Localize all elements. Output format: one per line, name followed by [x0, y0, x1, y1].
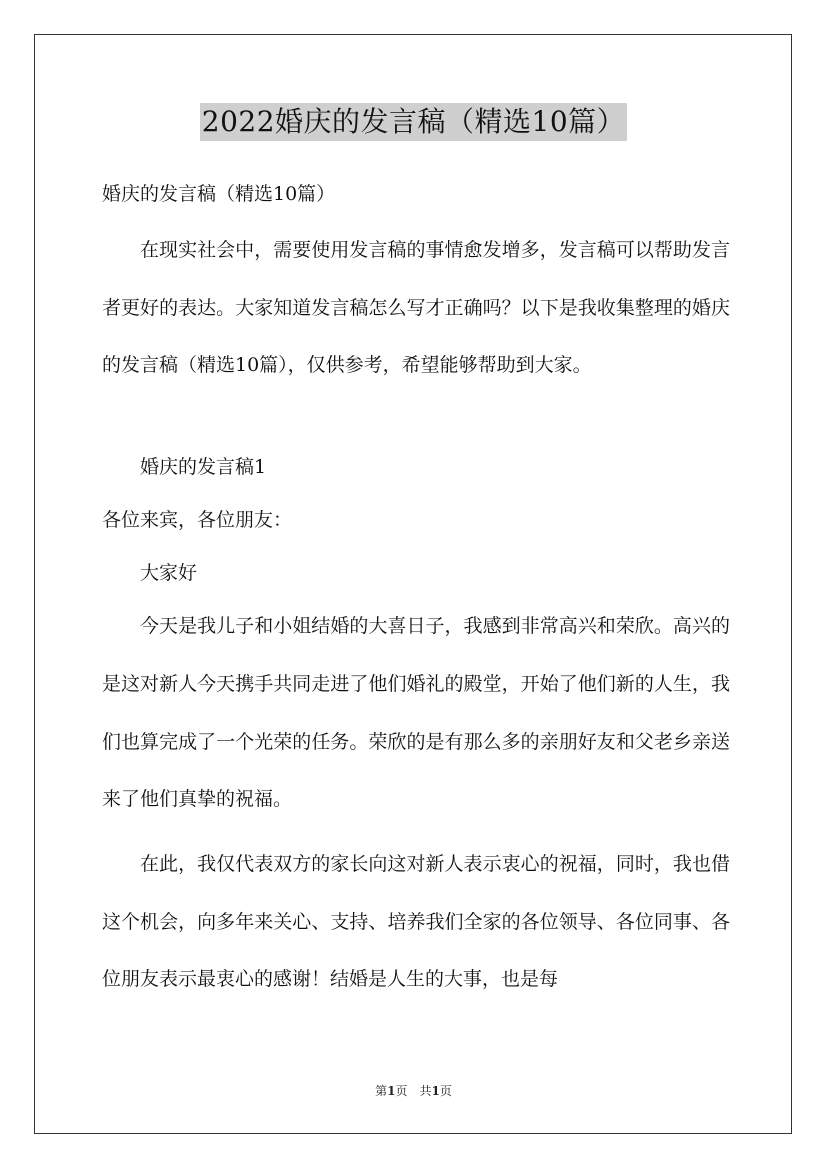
page-footer — [0, 1083, 827, 1099]
footer-suffix: 页 — [439, 1084, 452, 1098]
document-subtitle: 婚庆的发言稿（精选10篇） — [102, 183, 336, 205]
footer-prefix: 第 — [375, 1084, 388, 1098]
footer-total-pages: 1 — [431, 1084, 440, 1098]
body-paragraph-1: 今天是我儿子和小姐结婚的大喜日子，我感到非常高兴和荣欣。高兴的是这对新人今天携手共同走进了他们婚礼的殿堂，开始了他们新的人生，我们也算完成了一个光荣的任务。荣欣的是有那么多的亲朋好友和父老乡亲送来了他们真挚的祝福。 — [102, 615, 730, 811]
footer-page-number: 1 — [387, 1084, 396, 1098]
greeting: 大家好 — [140, 562, 198, 585]
footer-middle: 页 共 — [395, 1084, 432, 1098]
body-paragraph-2: 在此，我仅代表双方的家长向这对新人表示衷心的祝福，同时，我也借这个机会，向多年来关心、支持、培养我们全家的各位领导、各位同事、各位朋友表示最衷心的感谢！结婚是人生的大事，也是每 — [102, 852, 730, 991]
document-title: 2022婚庆的发言稿（精选10篇） — [200, 103, 627, 141]
salutation: 各位来宾，各位朋友： — [102, 509, 293, 532]
section-heading: 婚庆的发言稿1 — [140, 456, 267, 479]
intro-paragraph: 在现实社会中，需要使用发言稿的事情愈发增多，发言稿可以帮助发言者更好的表达。大家知道发言稿怎么写才正确吗？以下是我收集整理的婚庆的发言稿（精选10篇），仅供参考，希望能够帮助到大家。 — [102, 239, 730, 377]
title-container — [0, 103, 827, 141]
document-body — [102, 176, 730, 1009]
